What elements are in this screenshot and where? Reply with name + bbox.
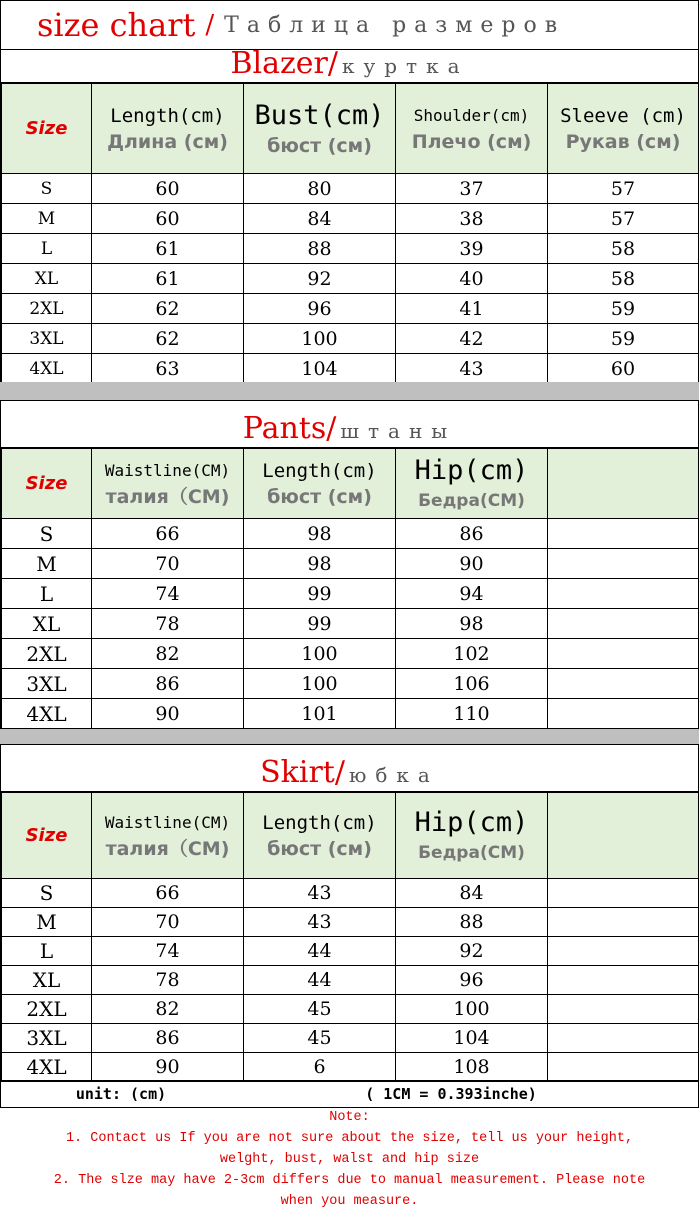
chart-title-russian: Таблица размеров: [224, 12, 566, 38]
size-cell: S: [2, 174, 92, 204]
measure-cell: [548, 879, 699, 908]
column-header: [244, 793, 396, 879]
table-header-row: [2, 449, 699, 519]
column-header: [548, 84, 699, 174]
size-cell: S: [2, 519, 92, 549]
measure-cell: 62: [92, 324, 244, 354]
measure-cell: 99: [244, 579, 396, 609]
measure-cell: 61: [92, 264, 244, 294]
size-cell: XL: [2, 966, 92, 995]
unit-conversion: ( 1CM = 0.393inche): [365, 1085, 537, 1103]
column-header: [92, 84, 244, 174]
measure-cell: 42: [396, 324, 548, 354]
table-row: [2, 549, 699, 579]
measure-cell: 80: [244, 174, 396, 204]
size-table: [1, 448, 699, 729]
measure-cell: 60: [548, 354, 699, 384]
measure-cell: 101: [244, 699, 396, 729]
column-header-english: Sleeve (cm): [560, 104, 686, 127]
size-cell: 2XL: [2, 294, 92, 324]
measure-cell: 57: [548, 174, 699, 204]
measure-cell: 45: [244, 995, 396, 1024]
measure-cell: [548, 995, 699, 1024]
measure-cell: 66: [92, 519, 244, 549]
size-cell: 4XL: [2, 354, 92, 384]
measure-cell: 70: [92, 549, 244, 579]
title-slash: /: [205, 10, 215, 40]
measure-cell: [548, 1053, 699, 1082]
measure-cell: 99: [244, 609, 396, 639]
column-header: [92, 449, 244, 519]
measure-cell: [548, 966, 699, 995]
size-table: [1, 83, 699, 384]
table-row: [2, 1024, 699, 1053]
table-row: [2, 264, 699, 294]
note-block: [0, 1107, 699, 1207]
table-row: [2, 879, 699, 908]
measure-cell: 86: [92, 1024, 244, 1053]
unit-row: [0, 1080, 699, 1108]
measure-cell: 74: [92, 937, 244, 966]
section-title-russian: штаны: [340, 419, 457, 443]
column-header-english: Length(cm): [262, 459, 377, 482]
measure-cell: 82: [92, 639, 244, 669]
size-cell: L: [2, 579, 92, 609]
measure-cell: 98: [244, 549, 396, 579]
measure-cell: 94: [396, 579, 548, 609]
column-header-russian: бюст (см): [267, 837, 372, 860]
size-cell: S: [2, 879, 92, 908]
size-cell: XL: [2, 609, 92, 639]
measure-cell: 44: [244, 937, 396, 966]
measure-cell: 38: [396, 204, 548, 234]
note-line: when you measure.: [280, 1194, 419, 1207]
measure-cell: [548, 669, 699, 699]
size-cell: M: [2, 549, 92, 579]
table-row: [2, 639, 699, 669]
measure-cell: [548, 699, 699, 729]
section-heading: [1, 46, 698, 83]
measure-cell: 106: [396, 669, 548, 699]
column-header: [244, 449, 396, 519]
table-row: [2, 519, 699, 549]
measure-cell: [548, 549, 699, 579]
measure-cell: 63: [92, 354, 244, 384]
column-header-russian: Длина (см): [107, 130, 228, 153]
column-header: [396, 449, 548, 519]
measure-cell: 96: [396, 966, 548, 995]
measure-cell: 70: [92, 908, 244, 937]
measure-cell: [548, 609, 699, 639]
section-title: Blazer/: [230, 46, 338, 81]
note-line: 1. Contact us If you are not sure about the size, tell us your height,: [65, 1131, 634, 1146]
size-header: Size: [2, 449, 92, 519]
table-row: [2, 294, 699, 324]
size-cell: 2XL: [2, 639, 92, 669]
measure-cell: 102: [396, 639, 548, 669]
measure-cell: 88: [244, 234, 396, 264]
section-heading: [1, 401, 698, 448]
measure-cell: [548, 519, 699, 549]
pants-section: [0, 400, 699, 729]
section-divider: [0, 729, 699, 744]
measure-cell: 66: [92, 879, 244, 908]
column-header-english: Bust(cm): [254, 99, 385, 131]
table-row: [2, 966, 699, 995]
column-header-russian: Плечо (см): [411, 130, 532, 153]
table-row: [2, 579, 699, 609]
measure-cell: 110: [396, 699, 548, 729]
measure-cell: 98: [244, 519, 396, 549]
table-row: [2, 204, 699, 234]
measure-cell: 90: [92, 1053, 244, 1082]
column-header-russian: Бедра(СМ): [418, 842, 525, 863]
measure-cell: 74: [92, 579, 244, 609]
measure-cell: 108: [396, 1053, 548, 1082]
column-header-russian: Бедра(СМ): [418, 490, 525, 511]
measure-cell: [548, 908, 699, 937]
measure-cell: 104: [396, 1024, 548, 1053]
size-cell: XL: [2, 264, 92, 294]
measure-cell: [548, 579, 699, 609]
section-divider: [0, 382, 699, 400]
note-line: welght, bust, walst and hip size: [219, 1152, 480, 1167]
table-row: [2, 937, 699, 966]
size-cell: M: [2, 204, 92, 234]
measure-cell: 60: [92, 174, 244, 204]
measure-cell: [548, 1024, 699, 1053]
table-header-row: [2, 84, 699, 174]
measure-cell: 84: [396, 879, 548, 908]
measure-cell: 58: [548, 264, 699, 294]
column-header-english: Shoulder(cm): [413, 105, 530, 125]
measure-cell: 78: [92, 966, 244, 995]
column-header-russian: бюст (см): [267, 485, 372, 508]
measure-cell: [548, 937, 699, 966]
measure-cell: 59: [548, 294, 699, 324]
column-header: [396, 793, 548, 879]
measure-cell: 100: [396, 995, 548, 1024]
size-cell: 4XL: [2, 699, 92, 729]
size-cell: 3XL: [2, 669, 92, 699]
section-title-russian: куртка: [341, 54, 469, 78]
column-header-russian: Рукав (см): [565, 130, 681, 153]
measure-cell: 58: [548, 234, 699, 264]
note-title: Note:: [329, 1110, 370, 1125]
unit-label: unit: (cm): [75, 1085, 167, 1103]
measure-cell: 86: [396, 519, 548, 549]
measure-cell: 57: [548, 204, 699, 234]
table-row: [2, 324, 699, 354]
column-header-russian: талия（СМ): [105, 485, 230, 508]
table-row: [2, 1053, 699, 1082]
measure-cell: 59: [548, 324, 699, 354]
table-row: [2, 354, 699, 384]
measure-cell: 100: [244, 669, 396, 699]
column-header: [396, 84, 548, 174]
measure-cell: 84: [244, 204, 396, 234]
column-header-english: Waistline(CM): [104, 460, 231, 480]
size-cell: L: [2, 234, 92, 264]
section-heading: [1, 745, 698, 792]
measure-cell: 92: [244, 264, 396, 294]
size-header: Size: [2, 84, 92, 174]
measure-cell: 90: [92, 699, 244, 729]
table-row: [2, 234, 699, 264]
measure-cell: 100: [244, 639, 396, 669]
column-header: [548, 449, 699, 519]
section-title-russian: юбка: [348, 763, 439, 787]
measure-cell: 43: [244, 879, 396, 908]
column-header-russian: талия（СМ): [105, 837, 230, 860]
measure-cell: 6: [244, 1053, 396, 1082]
size-cell: 3XL: [2, 324, 92, 354]
measure-cell: 61: [92, 234, 244, 264]
measure-cell: 82: [92, 995, 244, 1024]
measure-cell: 92: [396, 937, 548, 966]
measure-cell: 60: [92, 204, 244, 234]
measure-cell: 104: [244, 354, 396, 384]
column-header: [548, 793, 699, 879]
column-header-english: Hip(cm): [414, 806, 529, 838]
measure-cell: [548, 639, 699, 669]
size-cell: M: [2, 908, 92, 937]
size-cell: 4XL: [2, 1053, 92, 1082]
blazer-section: [0, 46, 699, 384]
measure-cell: 62: [92, 294, 244, 324]
note-line: 2. The slze may have 2-3cm differs due to manual measurement. Please note: [53, 1173, 646, 1188]
column-header-russian: бюст (см): [267, 134, 372, 157]
measure-cell: 78: [92, 609, 244, 639]
measure-cell: 39: [396, 234, 548, 264]
size-cell: L: [2, 937, 92, 966]
chart-title: size chart: [37, 6, 196, 44]
skirt-section: [0, 744, 699, 1082]
measure-cell: 37: [396, 174, 548, 204]
measure-cell: 43: [244, 908, 396, 937]
table-row: [2, 995, 699, 1024]
column-header-english: Length(cm): [110, 104, 225, 127]
measure-cell: 96: [244, 294, 396, 324]
table-row: [2, 908, 699, 937]
measure-cell: 88: [396, 908, 548, 937]
column-header-english: Length(cm): [262, 811, 377, 834]
size-table: [1, 792, 699, 1082]
column-header: [92, 793, 244, 879]
size-cell: 2XL: [2, 995, 92, 1024]
size-header: Size: [2, 793, 92, 879]
column-header: [244, 84, 396, 174]
measure-cell: 90: [396, 549, 548, 579]
chart-title-bar: [0, 0, 699, 50]
column-header-english: Hip(cm): [414, 454, 529, 486]
measure-cell: 43: [396, 354, 548, 384]
measure-cell: 40: [396, 264, 548, 294]
measure-cell: 100: [244, 324, 396, 354]
table-row: [2, 609, 699, 639]
table-row: [2, 174, 699, 204]
table-header-row: [2, 793, 699, 879]
measure-cell: 86: [92, 669, 244, 699]
section-title: Pants/: [242, 411, 337, 446]
measure-cell: 98: [396, 609, 548, 639]
section-title: Skirt/: [260, 755, 345, 790]
size-cell: 3XL: [2, 1024, 92, 1053]
measure-cell: 41: [396, 294, 548, 324]
table-row: [2, 699, 699, 729]
column-header-english: Waistline(CM): [104, 812, 231, 832]
measure-cell: 45: [244, 1024, 396, 1053]
measure-cell: 44: [244, 966, 396, 995]
table-row: [2, 669, 699, 699]
